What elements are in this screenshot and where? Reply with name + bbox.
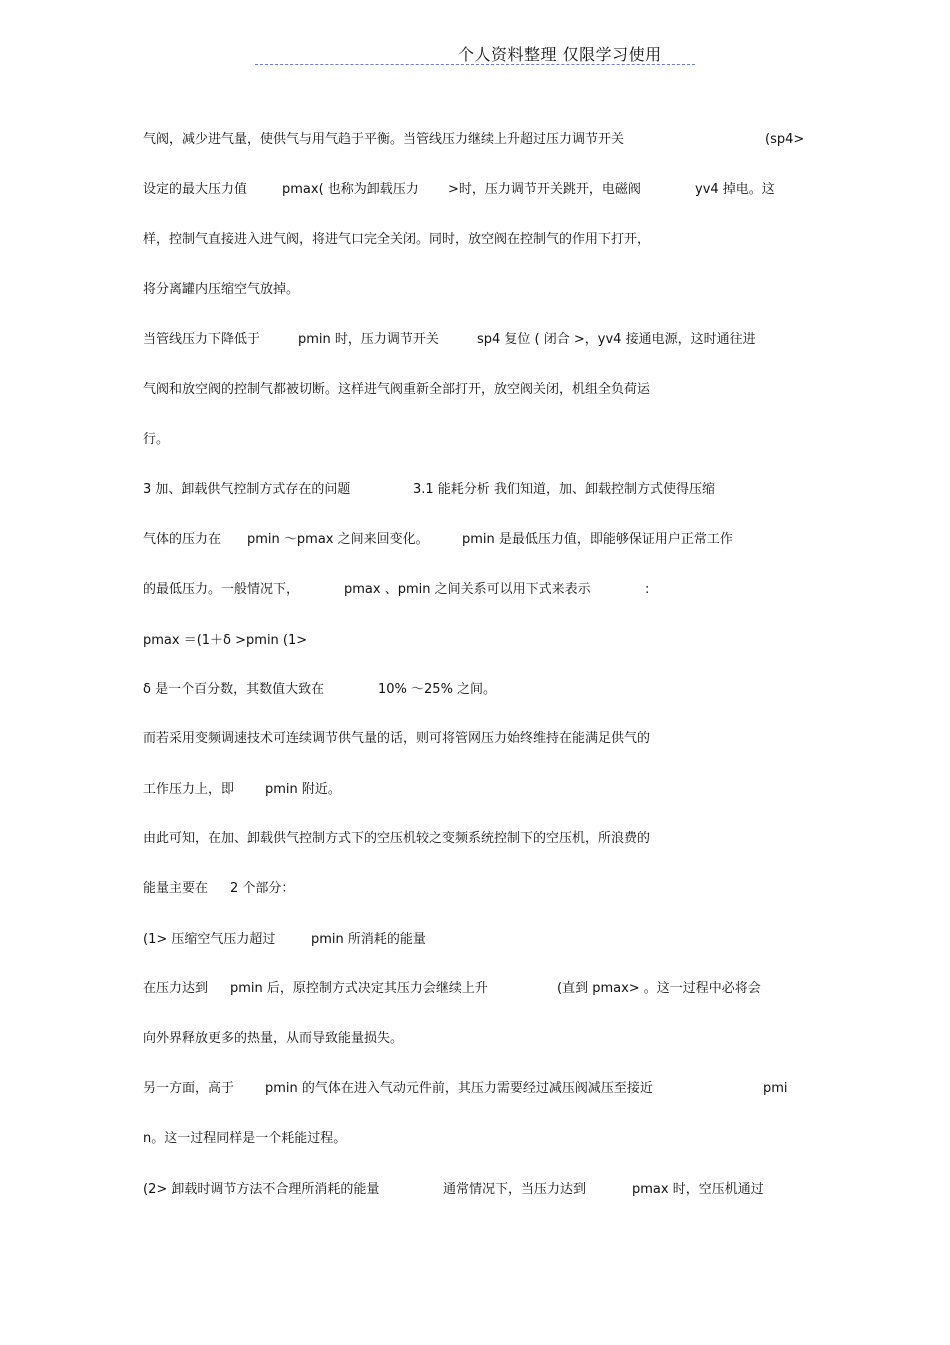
- text-segment: 由此可知，在加、卸载供气控制方式下的空压机较之变频系统控制下的空压机，所浪费的: [143, 831, 651, 846]
- text-segment: 能量主要在: [143, 881, 209, 896]
- text-segment: 工作压力上，即: [143, 782, 235, 797]
- text-segment: 气体的压力在: [143, 532, 222, 547]
- text-segment: pmax 时，空压机通过: [632, 1182, 764, 1197]
- header-title: 个人资料整理 仅限学习使用: [458, 45, 662, 64]
- text-segment: 向外界释放更多的热量，从而导致能量损失。: [143, 1031, 404, 1046]
- text-segment: >时，压力调节开关跳开，电磁阀: [448, 182, 641, 197]
- text-segment: δ 是一个百分数，其数值大致在: [143, 682, 325, 697]
- header-dashed-rule: [255, 64, 695, 65]
- text-segment: 而若采用变频调速技术可连续调节供气量的话，则可将管网压力始终维持在能满足供气的: [143, 731, 651, 746]
- text-segment: (直到 pmax> 。这一过程中必将会: [557, 981, 761, 996]
- text-segment: 当管线压力下降低于: [143, 332, 261, 347]
- text-segment: 的最低压力。一般情况下，: [143, 582, 300, 597]
- text-segment: 气阀，减少进气量，使供气与用气趋于平衡。当管线压力继续上升超过压力调节开关: [143, 132, 625, 147]
- text-segment: pmin 后，原控制方式决定其压力会继续上升: [230, 981, 488, 996]
- text-segment: 样，控制气直接进入进气阀，将进气口完全关闭。同时，放空阀在控制气的作用下打开，: [143, 232, 651, 247]
- text-segment: pmin 的气体在进入气动元件前，其压力需要经过减压阀减压至接近: [265, 1081, 653, 1096]
- text-segment: 另一方面，高于: [143, 1081, 235, 1096]
- page-header: [0, 42, 950, 68]
- text-segment: pmi: [763, 1081, 788, 1096]
- text-segment: pmin 所消耗的能量: [311, 932, 426, 947]
- text-segment: sp4 复位 ( 闭合 >，yv4 接通电源，这时通往进: [477, 332, 756, 347]
- text-segment: pmax 、pmin 之间关系可以用下式来表示: [344, 582, 591, 597]
- text-segment: 气阀和放空阀的控制气都被切断。这样进气阀重新全部打开，放空阀关闭，机组全负荷运: [143, 382, 651, 397]
- text-segment: pmin 时，压力调节开关: [298, 332, 439, 347]
- text-segment: 通常情况下，当压力达到: [443, 1182, 587, 1197]
- text-segment: (sp4>: [765, 132, 805, 147]
- text-segment: n。这一过程同样是一个耗能过程。: [143, 1131, 347, 1146]
- text-segment: 10% ～25% 之间。: [378, 682, 497, 697]
- formula: pmax ＝(1＋δ >pmin (1>: [143, 633, 308, 648]
- text-segment: pmax( 也称为卸载压力: [282, 182, 419, 197]
- text-segment: (1> 压缩空气压力超过: [143, 932, 276, 947]
- text-segment: :: [645, 582, 650, 597]
- text-segment: yv4 掉电。这: [695, 182, 775, 197]
- text-segment: 将分离罐内压缩空气放掉。: [143, 282, 300, 297]
- text-segment: pmin ～pmax 之间来回变化。: [247, 532, 429, 547]
- text-segment: 3.1 能耗分析 我们知道，加、卸载控制方式使得压缩: [413, 482, 715, 497]
- text-segment: 3 加、卸载供气控制方式存在的问题: [143, 482, 351, 497]
- text-segment: 在压力达到: [143, 981, 209, 996]
- text-segment: 设定的最大压力值: [143, 182, 248, 197]
- text-segment: (2> 卸载时调节方法不合理所消耗的能量: [143, 1182, 380, 1197]
- text-segment: pmin 附近。: [265, 782, 341, 797]
- text-segment: 行。: [143, 432, 170, 447]
- text-segment: pmin 是最低压力值，即能够保证用户正常工作: [462, 532, 733, 547]
- text-segment: 2 个部分：: [230, 881, 295, 896]
